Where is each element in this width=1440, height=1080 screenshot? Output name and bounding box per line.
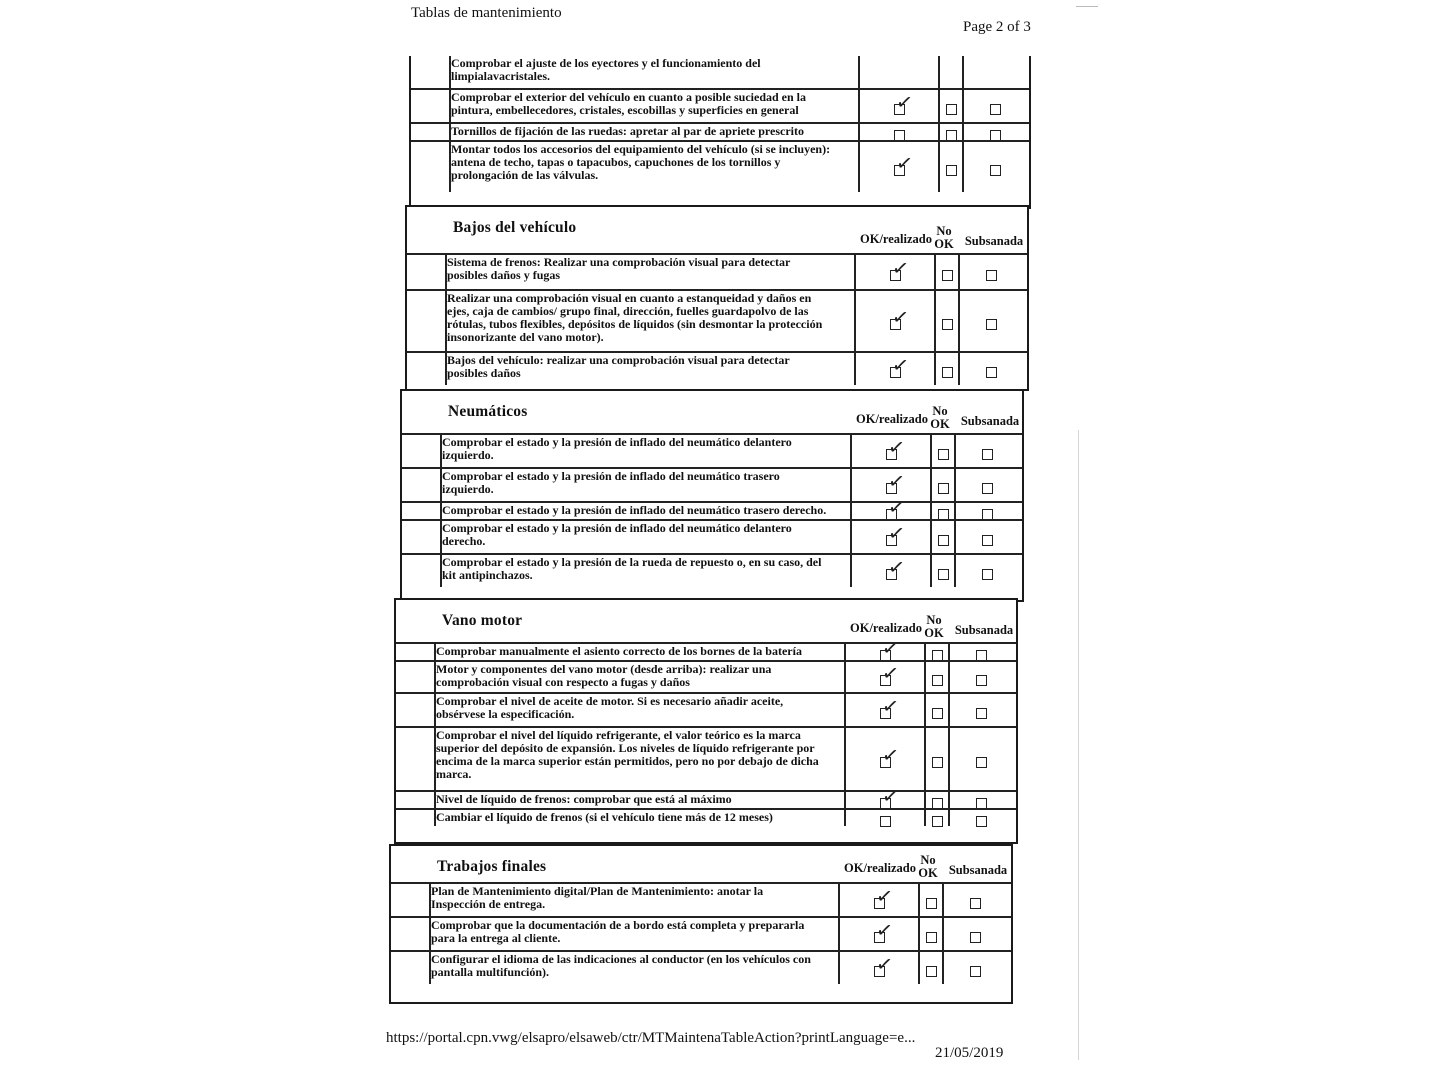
checkbox-fixed[interactable] (976, 757, 987, 768)
row-description: Comprobar el ajuste de los eyectores y el funcionamiento del limpialavacristales. (451, 56, 761, 83)
column-divider (844, 644, 846, 660)
section-4 (389, 844, 1013, 1004)
checkbox-fixed[interactable] (970, 966, 981, 977)
column-divider (954, 555, 956, 587)
section-header (396, 600, 1016, 642)
column-divider (844, 810, 846, 826)
section-title: Bajos del vehículo (453, 219, 577, 236)
table-row (407, 351, 1027, 385)
column-divider (930, 503, 932, 519)
table-row (396, 808, 1016, 826)
checkbox-no-ok[interactable] (932, 816, 943, 827)
row-index-cell (407, 255, 447, 289)
checkbox-no-ok[interactable] (926, 932, 937, 943)
row-description: Sistema de frenos: Realizar una comprobación visual para detectar posibles daños y fugas (447, 255, 791, 282)
handwritten-check-icon: ✓ (886, 521, 907, 547)
handwritten-check-icon: ✓ (874, 952, 895, 978)
row-index-cell (396, 792, 436, 808)
column-divider (954, 435, 956, 467)
column-divider (958, 353, 960, 385)
row-index-cell (411, 56, 451, 88)
row-description: Montar todos los accesorios del equipamiento del vehículo (si se incluyen): antena de techo, tapas o tapacubos, capuchones de los tornillos y prolongación de las válvulas. (451, 142, 831, 182)
column-divider (938, 90, 940, 122)
column-divider (934, 291, 936, 351)
column-header-fixed: Subsanada (954, 623, 1014, 637)
row-description: Tornillos de fijación de las ruedas: apretar al par de apriete prescrito (451, 124, 804, 138)
row-description: Comprobar el exterior del vehículo en cuanto a posible suciedad en la pintura, embellecedores, cristales, escobillas y superficies en general (451, 90, 807, 117)
handwritten-check-icon: ✓ (886, 435, 907, 461)
column-divider (858, 142, 860, 192)
column-divider (948, 662, 950, 692)
column-divider (930, 435, 932, 467)
handwritten-check-icon: ✓ (886, 495, 907, 521)
column-header-ok: OK/realizado (860, 232, 932, 246)
table-row (396, 636, 1016, 662)
row-index-cell (396, 694, 436, 726)
handwritten-check-icon: ✓ (886, 469, 907, 495)
column-divider (850, 521, 852, 553)
column-divider (938, 124, 940, 140)
row-description: Bajos del vehículo: realizar una comprobación visual para detectar posibles daños (447, 353, 790, 380)
column-divider (850, 435, 852, 467)
footer-date: 21/05/2019 (935, 1045, 1004, 1061)
handwritten-check-icon: ✓ (886, 555, 907, 581)
row-description: Comprobar el estado y la presión de inflado del neumático trasero izquierdo. (442, 469, 780, 496)
section-2 (400, 389, 1024, 602)
checkbox-fixed[interactable] (990, 104, 1001, 115)
table-row (402, 553, 1022, 587)
checkbox-ok[interactable] (880, 816, 891, 827)
table-row (396, 726, 1016, 790)
column-divider (942, 918, 944, 950)
section-header (407, 207, 1027, 253)
column-divider (924, 694, 926, 726)
column-divider (930, 555, 932, 587)
column-divider (958, 255, 960, 289)
handwritten-check-icon: ✓ (890, 305, 911, 331)
page-number: Page 2 of 3 (963, 19, 1031, 35)
row-description: Comprobar que la documentación de a bordo está completa y prepararla para la entrega al cliente. (431, 918, 805, 945)
column-divider (948, 810, 950, 826)
column-divider (948, 644, 950, 660)
checkbox-fixed[interactable] (986, 270, 997, 281)
handwritten-check-icon: ✓ (894, 90, 915, 116)
row-index-cell (402, 503, 442, 519)
checkbox-fixed[interactable] (982, 449, 993, 460)
checkbox-no-ok[interactable] (942, 270, 953, 281)
column-header-no-ok: No OK (934, 224, 954, 251)
checkbox-no-ok[interactable] (938, 449, 949, 460)
column-header-fixed: Subsanada (960, 414, 1020, 428)
column-divider (948, 694, 950, 726)
section-header (391, 846, 1011, 882)
checkbox-no-ok[interactable] (946, 104, 957, 115)
handwritten-check-icon: ✓ (890, 353, 911, 379)
column-divider (934, 255, 936, 289)
row-index-cell (407, 291, 447, 351)
row-description: Plan de Mantenimiento digital/Plan de Mantenimiento: anotar la Inspección de entrega. (431, 884, 764, 911)
column-divider (838, 918, 840, 950)
section-title: Neumáticos (448, 403, 528, 420)
column-divider (938, 56, 940, 88)
row-index-cell (411, 90, 451, 122)
row-description: Comprobar el nivel de aceite de motor. Si es necesario añadir aceite, obsérvese la especificación. (436, 694, 784, 721)
checkbox-fixed[interactable] (986, 319, 997, 330)
row-description: Comprobar el nivel del líquido refrigerante, el valor teórico es la marca superior del depósito de expansión. Los niveles de líquido refrigerante por encima de la marca superior están permitidos, pero no por debajo de dicha marca. (436, 728, 819, 781)
table-row (411, 140, 1029, 192)
column-divider (854, 255, 856, 289)
column-divider (930, 469, 932, 501)
row-description: Cambiar el líquido de frenos (si el vehículo tiene más de 12 meses) (436, 810, 773, 824)
row-description: Nivel de líquido de frenos: comprobar que está al máximo (436, 792, 732, 806)
section-header (402, 391, 1022, 433)
row-description: Comprobar el estado y la presión de inflado del neumático delantero izquierdo. (442, 435, 792, 462)
column-divider (854, 353, 856, 385)
handwritten-check-icon: ✓ (880, 661, 901, 687)
column-divider (844, 694, 846, 726)
row-index-cell (396, 644, 436, 660)
column-divider (858, 56, 860, 88)
row-description: Motor y componentes del vano motor (desde arriba): realizar una comprobación visual con respecto a fugas y daños (436, 662, 772, 689)
column-divider (958, 291, 960, 351)
handwritten-check-icon: ✓ (880, 694, 901, 720)
column-divider (850, 555, 852, 587)
row-description: Configurar el idioma de las indicaciones al conductor (en los vehículos con pantalla multifunción). (431, 952, 811, 979)
section-1 (405, 205, 1029, 391)
handwritten-check-icon: ✓ (874, 918, 895, 944)
column-header-ok: OK/realizado (850, 621, 922, 635)
column-divider (918, 884, 920, 916)
checkbox-fixed[interactable] (986, 367, 997, 378)
checkbox-fixed[interactable] (982, 483, 993, 494)
column-divider (858, 90, 860, 122)
checkbox-fixed[interactable] (976, 675, 987, 686)
column-divider (850, 503, 852, 519)
handwritten-check-icon: ✓ (880, 784, 901, 810)
column-divider (942, 884, 944, 916)
handwritten-check-icon: ✓ (894, 151, 915, 177)
table-row (411, 56, 1029, 88)
column-divider (854, 291, 856, 351)
checkbox-fixed[interactable] (982, 569, 993, 580)
row-index-cell (391, 884, 431, 916)
column-divider (838, 952, 840, 984)
section-title: Trabajos finales (437, 858, 547, 875)
checkbox-fixed[interactable] (970, 898, 981, 909)
table-row (396, 784, 1016, 810)
column-divider (930, 521, 932, 553)
checkbox-fixed[interactable] (976, 708, 987, 719)
column-divider (962, 124, 964, 140)
column-header-fixed: Subsanada (964, 234, 1024, 248)
table-row (391, 950, 1011, 984)
checkbox-no-ok[interactable] (932, 757, 943, 768)
table-row (391, 916, 1011, 950)
column-header-ok: OK/realizado (856, 412, 928, 426)
column-header-no-ok: No OK (930, 404, 950, 431)
column-divider (918, 952, 920, 984)
row-description: Comprobar el estado y la presión de inflado del neumático trasero derecho. (442, 503, 827, 517)
row-index-cell (411, 124, 451, 140)
checkbox-no-ok[interactable] (938, 535, 949, 546)
table-row (402, 519, 1022, 553)
handwritten-check-icon: ✓ (890, 256, 911, 282)
row-index-cell (396, 810, 436, 826)
column-divider (924, 792, 926, 808)
column-divider (844, 662, 846, 692)
row-index-cell (402, 555, 442, 587)
column-divider (924, 662, 926, 692)
page-edge (1078, 430, 1079, 1060)
column-divider (962, 56, 964, 88)
row-index-cell (402, 469, 442, 501)
column-header-no-ok: No OK (924, 613, 944, 640)
checkbox-fixed[interactable] (990, 165, 1001, 176)
column-divider (942, 952, 944, 984)
row-index-cell (396, 728, 436, 790)
column-divider (948, 792, 950, 808)
column-divider (948, 728, 950, 790)
section-3 (394, 598, 1018, 844)
row-description: Comprobar manualmente el asiento correcto de los bornes de la batería (436, 644, 802, 658)
row-index-cell (407, 353, 447, 385)
checkbox-fixed[interactable] (970, 932, 981, 943)
column-divider (962, 142, 964, 192)
row-description: Comprobar el estado y la presión de inflado del neumático delantero derecho. (442, 521, 792, 548)
table-row (402, 495, 1022, 521)
column-divider (954, 503, 956, 519)
row-index-cell (391, 952, 431, 984)
checkbox-no-ok[interactable] (932, 708, 943, 719)
column-header-fixed: Subsanada (948, 863, 1008, 877)
checkbox-no-ok[interactable] (946, 165, 957, 176)
table-row (396, 692, 1016, 726)
handwritten-check-icon: ✓ (880, 636, 901, 662)
row-index-cell (402, 435, 442, 467)
table-row (396, 660, 1016, 692)
row-index-cell (411, 142, 451, 192)
column-divider (844, 728, 846, 790)
row-index-cell (391, 918, 431, 950)
column-divider (962, 90, 964, 122)
row-index-cell (402, 521, 442, 553)
column-divider (938, 142, 940, 192)
column-divider (954, 469, 956, 501)
section-title: Vano motor (442, 612, 523, 629)
scan-artifact (1076, 6, 1098, 7)
section-0 (409, 56, 1031, 209)
checkbox-no-ok[interactable] (926, 966, 937, 977)
checkbox-no-ok[interactable] (938, 483, 949, 494)
checkbox-no-ok[interactable] (938, 569, 949, 580)
footer-url: https://portal.cpn.vwg/elsapro/elsaweb/ctr/MTMaintenaTableAction?printLanguage=e... (386, 1030, 916, 1046)
table-row (391, 882, 1011, 916)
column-divider (924, 810, 926, 826)
checkbox-fixed[interactable] (982, 535, 993, 546)
column-divider (934, 353, 936, 385)
row-description: Comprobar el estado y la presión de la rueda de repuesto o, en su caso, del kit antipinchazos. (442, 555, 822, 582)
table-row (402, 433, 1022, 467)
column-divider (858, 124, 860, 140)
checkbox-no-ok[interactable] (926, 898, 937, 909)
checkbox-no-ok[interactable] (942, 319, 953, 330)
handwritten-check-icon: ✓ (880, 743, 901, 769)
column-divider (838, 884, 840, 916)
column-divider (850, 469, 852, 501)
column-header-ok: OK/realizado (844, 861, 916, 875)
column-header-no-ok: No OK (918, 853, 938, 880)
column-divider (924, 728, 926, 790)
row-description: Realizar una comprobación visual en cuanto a estanqueidad y daños en ejes, caja de cambios/ grupo final, dirección, fuelles guardapolvo de las rótulas, tubos flexibles, depósitos de líquidos (sin desmontar la protección insonorizante del vano motor). (447, 291, 823, 344)
checkbox-fixed[interactable] (976, 816, 987, 827)
table-row (407, 289, 1027, 351)
table-row (407, 253, 1027, 289)
row-index-cell (396, 662, 436, 692)
column-divider (954, 521, 956, 553)
column-divider (918, 918, 920, 950)
document-title: Tablas de mantenimiento (411, 5, 562, 21)
table-row (411, 122, 1029, 140)
handwritten-check-icon: ✓ (874, 884, 895, 910)
table-row (411, 88, 1029, 122)
column-divider (844, 792, 846, 808)
table-row (402, 467, 1022, 501)
column-divider (924, 644, 926, 660)
checkbox-no-ok[interactable] (942, 367, 953, 378)
checkbox-no-ok[interactable] (932, 675, 943, 686)
